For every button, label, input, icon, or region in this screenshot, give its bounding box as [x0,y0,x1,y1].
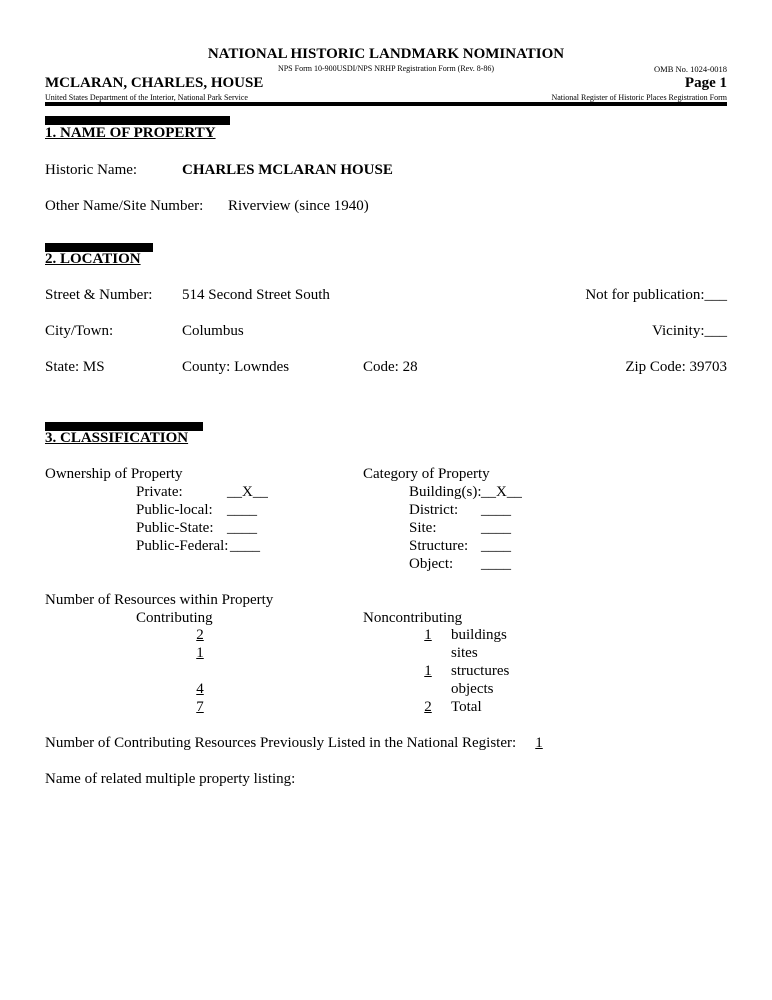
ownership-public-state-mark: ____ [227,520,257,536]
header-rule [45,102,727,106]
ownership-public-federal-mark: ____ [230,538,260,554]
category-district-mark: ____ [481,502,511,518]
ownership-label: Ownership of Property [45,466,183,482]
ownership-public-federal-label: Public-Federal: [136,538,229,554]
category-label: Category of Property [363,466,490,482]
category-site-mark: ____ [481,520,511,536]
noncontributing-buildings-count: 1 [424,627,432,643]
property-title: MCLARAN, CHARLES, HOUSE [45,75,264,91]
previously-listed-value: 1 [535,735,543,751]
category-structure-label: Structure: [409,538,469,554]
previously-listed-label: Number of Contributing Resources Previously Listed in the National Register: [45,735,517,751]
category-building-label: Building(s): [409,484,482,500]
ownership-private-mark: __X__ [227,484,268,500]
city-value: Columbus [182,323,244,339]
resources-label: Number of Resources within Property [45,592,274,608]
ownership-public-state-label: Public-State: [136,520,214,536]
multiple-listing-label: Name of related multiple property listing: [45,771,296,787]
form-number: NPS Form 10-900USDI/NPS NRHP Registration Form (Rev. 8-86) [277,64,495,73]
section-1-heading: 1. NAME OF PROPERTY [45,125,216,141]
county: County: Lowndes [182,359,290,375]
register-line: National Register of Historic Places Registration Form [551,93,727,102]
contributing-total: 7 [196,699,204,715]
noncontributing-sites-type: sites [451,645,478,661]
other-name-value: Riverview (since 1940) [228,198,369,214]
noncontributing-objects-type: objects [451,681,494,697]
contributing-objects: 4 [196,681,204,697]
state: State: MS [45,359,105,375]
noncontributing-sites-count [409,645,447,662]
vicinity: Vicinity:___ [652,323,727,339]
noncontributing-total-count: 2 [424,699,432,715]
contributing-sites: 1 [196,645,204,661]
contributing-label: Contributing [136,610,213,626]
page-number: Page 1 [684,75,727,91]
noncontributing-structures-count: 1 [424,663,432,679]
noncontributing-total-type: Total [451,699,482,715]
street-value: 514 Second Street South [182,287,330,303]
ownership-private-label: Private: [136,484,183,500]
category-district-label: District: [409,502,459,518]
noncontributing-buildings-type: buildings [451,627,507,643]
other-name-label: Other Name/Site Number: [45,198,204,214]
historic-name-value: CHARLES MCLARAN HOUSE [182,162,393,178]
form-title: NATIONAL HISTORIC LANDMARK NOMINATION [207,46,565,62]
department-line: United States Department of the Interior, National Park Service [45,93,248,102]
category-structure-mark: ____ [481,538,511,554]
street-label: Street & Number: [45,287,153,303]
omb-number: OMB No. 1024-0018 [654,64,727,74]
contributing-structures [181,663,219,680]
category-building-mark: __X__ [481,484,522,500]
section-2-heading: 2. LOCATION [45,251,141,267]
noncontributing-label: Noncontributing [363,610,463,626]
contributing-buildings: 2 [196,627,204,643]
zip-code: Zip Code: 39703 [625,359,727,375]
section-3-heading: 3. CLASSIFICATION [45,430,189,446]
section-1-bar [45,116,230,125]
category-object-mark: ____ [481,556,511,572]
category-object-label: Object: [409,556,454,572]
noncontributing-objects-count [409,681,447,698]
ownership-public-local-label: Public-local: [136,502,213,518]
not-for-publication: Not for publication:___ [585,287,727,303]
category-site-label: Site: [409,520,437,536]
city-label: City/Town: [45,323,114,339]
ownership-public-local-mark: ____ [227,502,257,518]
code: Code: 28 [363,359,418,375]
noncontributing-structures-type: structures [451,663,510,679]
historic-name-label: Historic Name: [45,162,138,178]
